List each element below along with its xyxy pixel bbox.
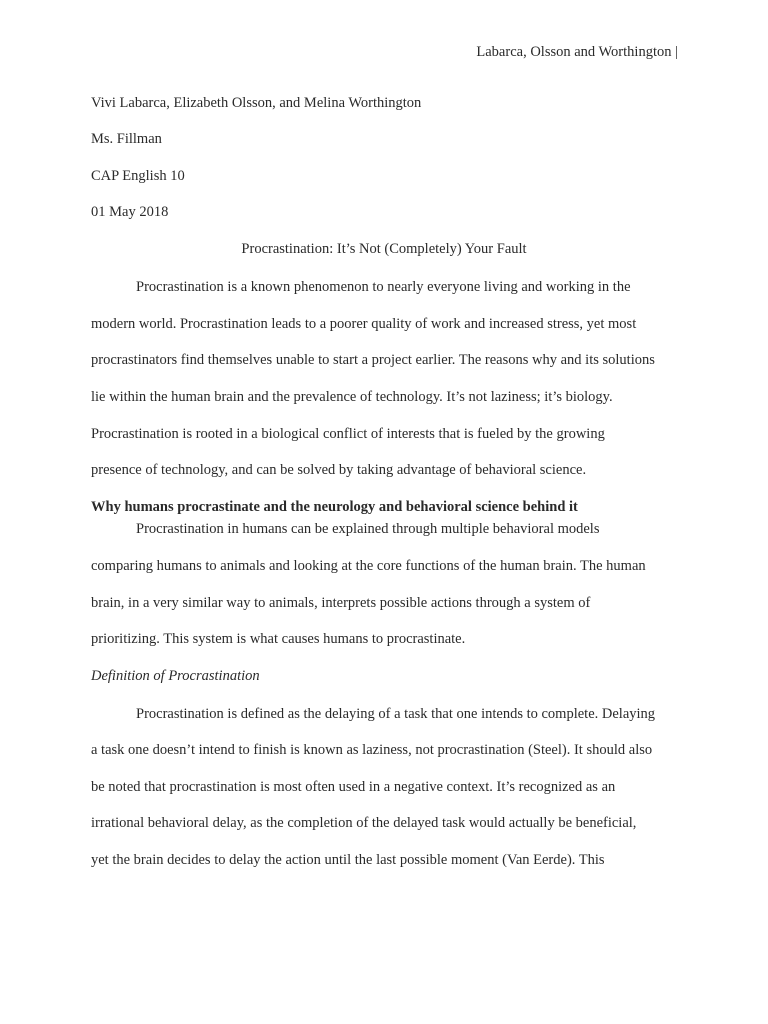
body-line: Procrastination is a known phenomenon to nearly everyone living and working in the	[136, 279, 631, 295]
paper-date: 01 May 2018	[91, 204, 169, 220]
body-line: procrastinators find themselves unable to start a project earlier. The reasons why and its solutions	[91, 352, 655, 368]
teacher-name: Ms. Fillman	[91, 131, 162, 147]
course-name: CAP English 10	[91, 168, 185, 184]
body-line: lie within the human brain and the prevalence of technology. It’s not laziness; it’s biology.	[91, 389, 613, 405]
section-heading: Why humans procrastinate and the neurology and behavioral science behind it	[91, 499, 578, 515]
running-head: Labarca, Olsson and Worthington |	[476, 44, 678, 60]
author-names: Vivi Labarca, Elizabeth Olsson, and Melina Worthington	[91, 95, 422, 111]
body-line: a task one doesn’t intend to finish is known as laziness, not procrastination (Steel). It should also	[91, 742, 653, 758]
body-line: Procrastination is defined as the delaying of a task that one intends to complete. Delaying	[136, 706, 656, 722]
body-line: yet the brain decides to delay the action until the last possible moment (Van Eerde). This	[91, 852, 605, 868]
subsection-heading: Definition of Procrastination	[91, 668, 260, 684]
body-line: prioritizing. This system is what causes humans to procrastinate.	[91, 631, 466, 647]
body-line: be noted that procrastination is most often used in a negative context. It’s recognized as an	[91, 779, 616, 795]
body-line: modern world. Procrastination leads to a poorer quality of work and increased stress, yet most	[91, 316, 637, 332]
body-line: Procrastination in humans can be explained through multiple behavioral models	[136, 521, 600, 537]
body-line: presence of technology, and can be solved by taking advantage of behavioral science.	[91, 462, 587, 478]
paper-title: Procrastination: It’s Not (Completely) Your Fault	[241, 241, 527, 257]
body-line: brain, in a very similar way to animals, interprets possible actions through a system of	[91, 595, 591, 611]
body-line: irrational behavioral delay, as the completion of the delayed task would actually be beneficial,	[91, 815, 637, 831]
body-line: comparing humans to animals and looking at the core functions of the human brain. The human	[91, 558, 646, 574]
body-line: Procrastination is rooted in a biological conflict of interests that is fueled by the growing	[91, 426, 605, 442]
